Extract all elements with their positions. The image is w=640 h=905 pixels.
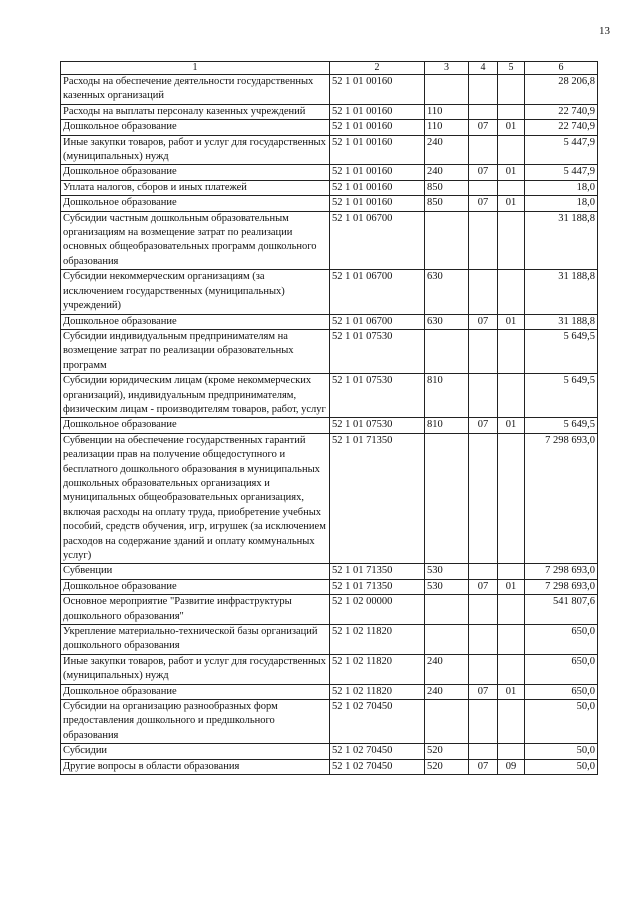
row-expense-type: 110 [425,104,469,119]
table-row [61,374,598,418]
row-expense-type: 240 [425,654,469,684]
row-code: 52 1 02 11820 [330,654,425,684]
row-code: 52 1 02 11820 [330,684,425,699]
row-expense-type: 240 [425,135,469,165]
row-code: 52 1 02 70450 [330,744,425,759]
row-name: Субсидии индивидуальным предпринимателям на возмещение затрат по реализации образовательных программ [61,329,330,373]
row-amount: 5 649,5 [525,418,598,433]
row-expense-type [425,329,469,373]
row-name: Иные закупки товаров, работ и услуг для государственных (муниципальных) нужд [61,135,330,165]
table-row [61,196,598,211]
table-row [61,211,598,270]
row-expense-type: 520 [425,759,469,774]
row-subsection [498,104,525,119]
table-row [61,104,598,119]
row-section: 07 [469,314,498,329]
row-code: 52 1 01 00160 [330,104,425,119]
row-name: Расходы на выплаты персоналу казенных учреждений [61,104,330,119]
header-col-3: 3 [425,62,469,75]
row-subsection [498,625,525,655]
row-name: Субсидии юридическим лицам (кроме некоммерческих организаций), индивидуальным предпринимателям, физическим лицам - производителям товаров, работ, услуг [61,374,330,418]
row-section [469,104,498,119]
row-expense-type: 810 [425,418,469,433]
row-code: 52 1 01 06700 [330,211,425,270]
row-name: Дошкольное образование [61,418,330,433]
row-subsection [498,744,525,759]
row-code: 52 1 01 00160 [330,75,425,105]
row-section: 07 [469,196,498,211]
row-expense-type: 530 [425,564,469,579]
row-subsection: 01 [498,684,525,699]
row-subsection [498,700,525,744]
row-amount: 7 298 693,0 [525,433,598,564]
row-section [469,270,498,314]
row-subsection: 01 [498,196,525,211]
row-subsection: 09 [498,759,525,774]
table-row [61,759,598,774]
row-name: Дошкольное образование [61,579,330,594]
row-section [469,564,498,579]
row-name: Иные закупки товаров, работ и услуг для государственных (муниципальных) нужд [61,654,330,684]
row-subsection [498,270,525,314]
table-row [61,418,598,433]
row-code: 52 1 02 00000 [330,595,425,625]
table-row [61,684,598,699]
row-subsection: 01 [498,579,525,594]
row-expense-type: 630 [425,270,469,314]
row-code: 52 1 01 06700 [330,270,425,314]
row-name: Основное мероприятие "Развитие инфраструктуры дошкольного образования" [61,595,330,625]
row-code: 52 1 01 00160 [330,120,425,135]
row-expense-type: 240 [425,684,469,699]
row-amount: 31 188,8 [525,211,598,270]
row-name: Уплата налогов, сборов и иных платежей [61,180,330,195]
row-subsection: 01 [498,120,525,135]
table-row [61,314,598,329]
row-name: Субсидии некоммерческим организациям (за исключением государственных (муниципальных) учреждений) [61,270,330,314]
row-expense-type [425,433,469,564]
row-subsection [498,564,525,579]
budget-table [60,61,598,775]
row-expense-type: 530 [425,579,469,594]
row-amount: 650,0 [525,684,598,699]
row-section: 07 [469,684,498,699]
row-expense-type [425,625,469,655]
row-amount: 28 206,8 [525,75,598,105]
header-col-6: 6 [525,62,598,75]
table-header [61,62,598,75]
table-row [61,270,598,314]
row-code: 52 1 01 71350 [330,433,425,564]
row-expense-type [425,75,469,105]
row-code: 52 1 01 07530 [330,374,425,418]
row-name: Другие вопросы в области образования [61,759,330,774]
table-body [61,75,598,775]
header-col-1: 1 [61,62,330,75]
row-name: Субсидии частным дошкольным образовательным организациям на возмещение затрат по реализации основных общеобразовательных программ дошкольного образования [61,211,330,270]
table-row [61,625,598,655]
row-amount: 50,0 [525,700,598,744]
row-name: Дошкольное образование [61,196,330,211]
row-section: 07 [469,579,498,594]
row-subsection [498,374,525,418]
row-code: 52 1 01 00160 [330,196,425,211]
row-section [469,744,498,759]
row-subsection [498,595,525,625]
row-name: Субсидии на организацию разнообразных форм предоставления дошкольного и предшкольного образования [61,700,330,744]
row-code: 52 1 01 07530 [330,418,425,433]
header-row [61,62,598,75]
row-expense-type [425,700,469,744]
row-subsection: 01 [498,418,525,433]
row-section [469,211,498,270]
row-amount: 22 740,9 [525,104,598,119]
row-section: 07 [469,759,498,774]
row-code: 52 1 01 71350 [330,564,425,579]
table-row [61,595,598,625]
row-amount: 5 649,5 [525,329,598,373]
row-subsection [498,180,525,195]
table-row [61,180,598,195]
table-row [61,120,598,135]
row-subsection [498,211,525,270]
row-section [469,433,498,564]
row-name: Укрепление материально-технической базы организаций дошкольного образования [61,625,330,655]
row-section [469,654,498,684]
table-row [61,744,598,759]
row-section [469,75,498,105]
row-code: 52 1 01 00160 [330,135,425,165]
table-row [61,433,598,564]
row-section [469,329,498,373]
row-code: 52 1 01 07530 [330,329,425,373]
row-amount: 31 188,8 [525,270,598,314]
row-subsection [498,433,525,564]
row-amount: 18,0 [525,180,598,195]
row-expense-type: 850 [425,180,469,195]
row-subsection [498,135,525,165]
row-code: 52 1 01 00160 [330,165,425,180]
row-name: Субвенции на обеспечение государственных гарантий реализации прав на получение общедоступного и бесплатного дошкольного образования в муниципальных дошкольных образовательных организациях и муниципальных общеобразовательных организациях, включая расходы на оплату труда, приобретение учебных пособий, средств обучения, игр, игрушек (за исключением расходов на содержание зданий и оплату коммунальных услуг) [61,433,330,564]
row-subsection: 01 [498,165,525,180]
row-code: 52 1 02 70450 [330,759,425,774]
row-subsection [498,75,525,105]
row-expense-type [425,211,469,270]
page-number: 13 [599,25,610,37]
header-col-4: 4 [469,62,498,75]
row-amount: 7 298 693,0 [525,579,598,594]
header-col-2: 2 [330,62,425,75]
table-row [61,654,598,684]
row-section [469,180,498,195]
row-section [469,135,498,165]
row-expense-type [425,595,469,625]
row-expense-type: 110 [425,120,469,135]
row-expense-type: 850 [425,196,469,211]
row-name: Дошкольное образование [61,314,330,329]
table-row [61,75,598,105]
row-subsection: 01 [498,314,525,329]
row-amount: 7 298 693,0 [525,564,598,579]
row-amount: 5 649,5 [525,374,598,418]
row-code: 52 1 01 00160 [330,180,425,195]
table-row [61,329,598,373]
row-amount: 5 447,9 [525,165,598,180]
row-name: Субсидии [61,744,330,759]
row-expense-type: 240 [425,165,469,180]
row-code: 52 1 02 11820 [330,625,425,655]
row-amount: 50,0 [525,744,598,759]
row-amount: 50,0 [525,759,598,774]
row-amount: 650,0 [525,625,598,655]
row-section [469,374,498,418]
header-col-5: 5 [498,62,525,75]
row-name: Дошкольное образование [61,120,330,135]
row-subsection [498,329,525,373]
row-section [469,700,498,744]
row-code: 52 1 01 06700 [330,314,425,329]
row-amount: 31 188,8 [525,314,598,329]
row-section [469,625,498,655]
row-amount: 22 740,9 [525,120,598,135]
row-amount: 5 447,9 [525,135,598,165]
row-amount: 541 807,6 [525,595,598,625]
row-name: Субвенции [61,564,330,579]
row-subsection [498,654,525,684]
row-section: 07 [469,120,498,135]
table-row [61,564,598,579]
row-amount: 650,0 [525,654,598,684]
row-expense-type: 630 [425,314,469,329]
table-row [61,700,598,744]
row-expense-type: 520 [425,744,469,759]
row-code: 52 1 01 71350 [330,579,425,594]
table-row [61,579,598,594]
row-section: 07 [469,165,498,180]
row-expense-type: 810 [425,374,469,418]
row-code: 52 1 02 70450 [330,700,425,744]
row-name: Дошкольное образование [61,165,330,180]
table-row [61,135,598,165]
row-section: 07 [469,418,498,433]
table-row [61,165,598,180]
row-section [469,595,498,625]
row-name: Дошкольное образование [61,684,330,699]
row-name: Расходы на обеспечение деятельности государственных казенных организаций [61,75,330,105]
row-amount: 18,0 [525,196,598,211]
